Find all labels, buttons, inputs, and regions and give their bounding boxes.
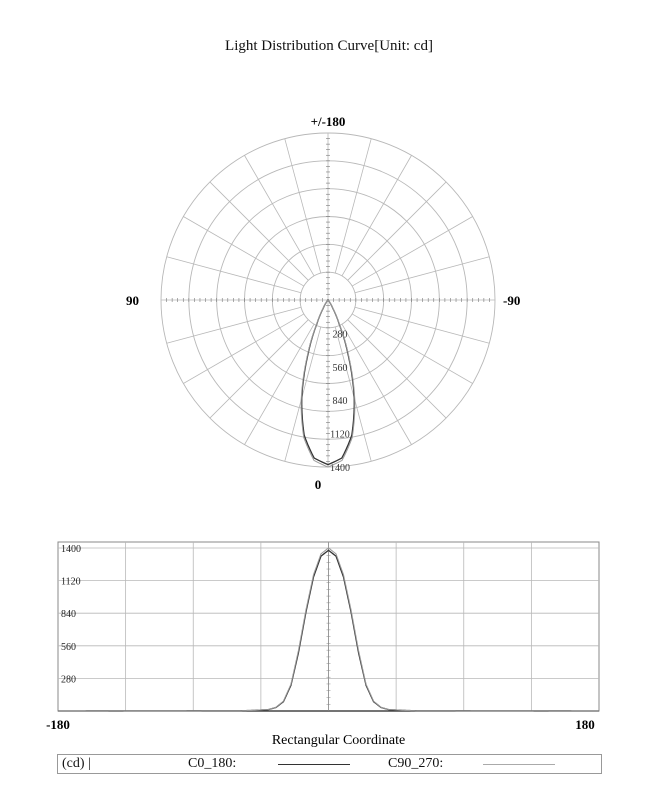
angle-label-right: -90 [503, 293, 521, 308]
angle-label-left: 90 [126, 293, 139, 308]
rect-y-tick-label: 1400 [61, 544, 81, 555]
polar-grid-spoke [167, 257, 301, 293]
angle-label-top: +/-180 [310, 114, 346, 129]
rect-x-max-label: 180 [575, 717, 595, 732]
rect-x-min-label: -180 [46, 717, 70, 732]
polar-grid-spoke [348, 182, 446, 280]
radial-tick-label: 1400 [330, 463, 350, 474]
legend-label-c0: C0_180: [188, 756, 237, 771]
rect-x-axis-title: Rectangular Coordinate [271, 733, 406, 748]
rect-y-tick-label: 280 [61, 674, 76, 686]
polar-grid-spoke [355, 307, 489, 343]
angle-label-bottom: 0 [314, 477, 322, 492]
radial-tick-label: 1120 [330, 429, 350, 441]
legend-line-c0 [278, 764, 350, 765]
polar-grid-spoke [335, 139, 371, 273]
rect-y-tick-label: 1120 [61, 576, 81, 588]
chart-title: Light Distribution Curve[Unit: cd] [225, 38, 433, 54]
radial-tick-label: 560 [332, 362, 348, 374]
polar-grid-spoke [285, 327, 321, 461]
polar-grid-spoke [332, 327, 371, 461]
polar-grid-spoke [348, 320, 446, 418]
polar-grid-spoke [167, 307, 301, 343]
polar-grid-spoke [285, 139, 321, 273]
rect-y-tick-label: 840 [61, 609, 76, 621]
legend-label-c90: C90_270: [388, 756, 444, 771]
legend [57, 754, 602, 774]
polar-grid-spoke [210, 182, 308, 280]
rect-y-tick-label: 560 [61, 641, 76, 653]
legend-line-c90 [483, 764, 555, 765]
radial-tick-label: 840 [332, 396, 348, 408]
radial-tick-label: 280 [332, 329, 348, 341]
legend-unit: (cd) | [62, 756, 91, 771]
polar-grid-spoke [355, 257, 489, 293]
polar-grid-spoke [210, 320, 308, 418]
